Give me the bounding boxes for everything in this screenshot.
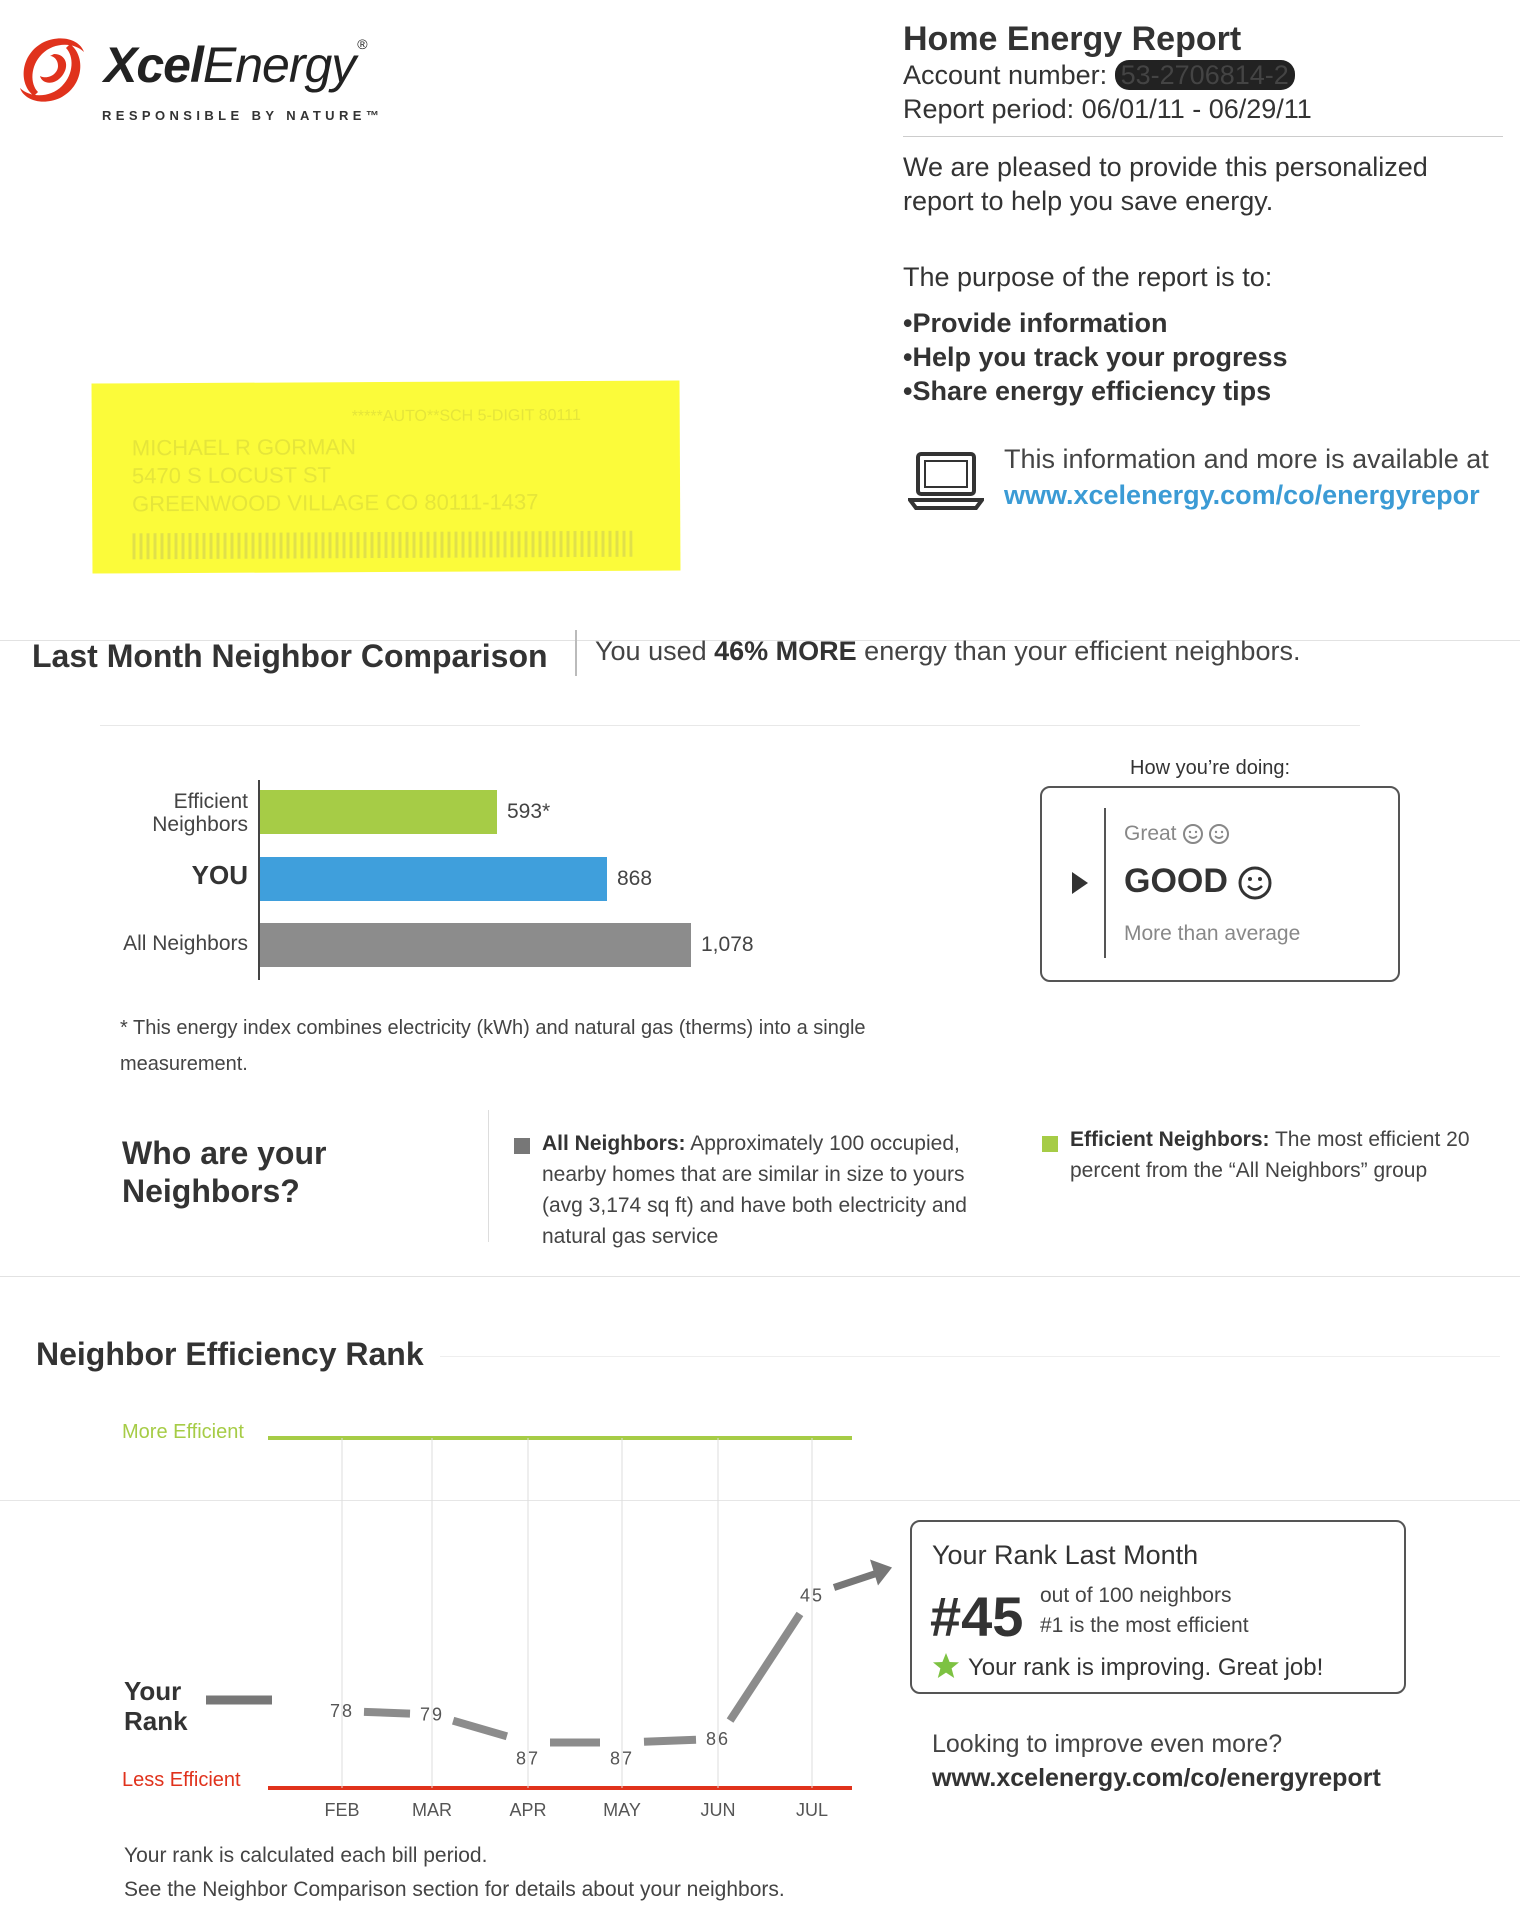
x-tick-label: JUN xyxy=(700,1800,736,1820)
your-rank-label-1: Your xyxy=(124,1676,182,1706)
x-tick-label: MAY xyxy=(603,1800,641,1820)
more-info-text: This information and more is available at xyxy=(1004,444,1489,474)
energy-report-url[interactable]: www.xcelenergy.com/co/energyreport xyxy=(932,1764,1381,1792)
rank-point-label: 86 xyxy=(705,1729,731,1749)
account-number xyxy=(903,60,1295,91)
doing-title: How you’re doing: xyxy=(1130,757,1291,779)
brand-name-bold: Xcel xyxy=(104,37,203,93)
section-divider xyxy=(100,725,1360,726)
star-icon xyxy=(932,1652,960,1680)
neighbors-heading: Who are your Neighbors? xyxy=(122,1135,327,1209)
energy-report-link[interactable]: www.xcelenergy.com/co/energyrepor xyxy=(1004,480,1480,510)
all-neighbors-text: Approximately 100 occupied, nearby homes that are similar in size to yours (avg 3,174 sq ft) and have both electricity and natural gas service xyxy=(542,1132,967,1248)
summary-percent: 46% MORE xyxy=(714,636,857,666)
x-tick-label: APR xyxy=(509,1800,547,1820)
account-label: Account number: xyxy=(903,60,1108,90)
rating-scale-line xyxy=(1104,808,1106,958)
all-neighbors-bar xyxy=(260,923,691,967)
all-neighbors-value: 1,078 xyxy=(701,933,754,956)
bar-label-all: All Neighbors xyxy=(123,932,248,955)
energy-index-footnote: * This energy index combines electricity (kWh) and natural gas (therms) into a single measurement. xyxy=(120,1017,866,1075)
efficient-neighbors-definition xyxy=(1070,1124,1490,1186)
address-street: 5470 S LOCUST ST xyxy=(131,462,331,489)
comparison-title: Last Month Neighbor Comparison xyxy=(32,638,548,674)
brand-name-rest: Energy xyxy=(202,37,356,93)
report-title: Home Energy Report xyxy=(903,20,1242,58)
brand-name xyxy=(104,36,367,94)
summary-pre: You used xyxy=(595,636,715,666)
address-window xyxy=(92,380,681,573)
less-efficient-label: Less Efficient xyxy=(122,1769,241,1791)
address-presort: *****AUTO**SCH 5-DIGIT 80111 xyxy=(351,406,581,426)
all-neighbors-label: All Neighbors: xyxy=(542,1132,686,1155)
rank-point-label: 87 xyxy=(609,1748,635,1769)
rank-footnote-2: See the Neighbor Comparison section for details about your neighbors. xyxy=(124,1878,785,1901)
rating-great xyxy=(1124,822,1230,846)
efficient-neighbors-value: 593* xyxy=(507,800,551,823)
report-period xyxy=(903,94,1312,125)
rating-great-label: Great xyxy=(1124,822,1177,845)
rank-segment xyxy=(453,1721,507,1737)
x-tick-label: JUL xyxy=(795,1800,829,1820)
all-neighbors-swatch xyxy=(514,1138,530,1154)
rank-line-chart xyxy=(110,1410,900,1830)
header-divider xyxy=(903,136,1503,137)
intro-text: We are pleased to provide this personalized report to help you save energy. xyxy=(903,152,1428,216)
rank-segment xyxy=(364,1712,410,1714)
period-label: Report period: xyxy=(903,94,1075,124)
rank-improving-message: Your rank is improving. Great job! xyxy=(968,1654,1324,1681)
account-value: 53-2706814-2 xyxy=(1115,60,1295,90)
list-item: • Share energy efficiency tips xyxy=(903,374,1288,408)
xcel-logo-icon xyxy=(14,32,90,108)
purpose-list xyxy=(903,306,1288,408)
rank-point-label: 78 xyxy=(329,1701,355,1721)
rank-footnote-1: Your rank is calculated each bill period. xyxy=(124,1844,488,1867)
section-divider xyxy=(440,1356,1500,1357)
double-smiley-icon xyxy=(1182,823,1230,845)
list-item: • Provide information xyxy=(903,306,1288,340)
rank-box-title: Your Rank Last Month xyxy=(932,1540,1199,1570)
postal-barcode xyxy=(132,531,632,560)
brand-tagline: RESPONSIBLE BY NATURE™ xyxy=(102,108,384,123)
bar-label-efficient: Efficient Neighbors xyxy=(152,790,248,836)
rank-point-label: 45 xyxy=(799,1585,825,1606)
summary-post: energy than your efficient neighbors. xyxy=(856,636,1301,666)
rank-most-efficient-note: #1 is the most efficient xyxy=(1040,1614,1249,1637)
brand-registered: ® xyxy=(357,36,367,52)
you-bar xyxy=(260,857,607,901)
x-tick-label: MAR xyxy=(412,1800,452,1820)
bar-label-you: YOU xyxy=(191,860,248,890)
rating-good xyxy=(1124,862,1273,901)
rank-point-label: 87 xyxy=(515,1748,541,1769)
title-separator xyxy=(575,630,577,676)
neighbors-separator xyxy=(488,1110,489,1242)
improve-more-text: Looking to improve even more? xyxy=(932,1730,1283,1758)
rating-more-than-average: More than average xyxy=(1124,922,1301,945)
rating-good-label: GOOD xyxy=(1124,862,1228,900)
rank-segment xyxy=(730,1614,800,1721)
more-efficient-label: More Efficient xyxy=(122,1421,244,1443)
rank-number: #45 xyxy=(930,1585,1024,1648)
list-item: • Help you track your progress xyxy=(903,340,1288,374)
smiley-icon xyxy=(1237,865,1273,901)
purpose-heading: The purpose of the report is to: xyxy=(903,262,1273,292)
rank-point-label: 79 xyxy=(419,1704,445,1725)
trend-arrow-shaft xyxy=(834,1574,876,1588)
your-rank-label-2: Rank xyxy=(124,1706,188,1736)
rank-segment xyxy=(644,1740,696,1742)
rating-pointer-icon xyxy=(1072,872,1088,894)
section-divider xyxy=(0,1276,1520,1277)
address-city: GREENWOOD VILLAGE CO 80111-1437 xyxy=(132,489,539,517)
efficient-neighbors-label: Efficient Neighbors: xyxy=(1070,1128,1270,1151)
x-tick-label: FEB xyxy=(324,1800,360,1820)
comparison-summary xyxy=(595,636,1300,667)
laptop-icon xyxy=(908,450,984,510)
efficient-neighbors-bar xyxy=(260,790,497,834)
rank-out-of: out of 100 neighbors xyxy=(1040,1584,1232,1607)
address-name: MICHAEL R GORMAN xyxy=(131,434,356,461)
all-neighbors-definition xyxy=(542,1128,982,1252)
efficient-neighbors-text: The most efficient 20 percent from the “All Neighbors” group xyxy=(1070,1128,1470,1182)
you-value: 868 xyxy=(617,867,653,890)
period-value: 06/01/11 - 06/29/11 xyxy=(1081,94,1312,124)
efficient-neighbors-swatch xyxy=(1042,1136,1058,1152)
rank-title: Neighbor Efficiency Rank xyxy=(36,1336,424,1372)
